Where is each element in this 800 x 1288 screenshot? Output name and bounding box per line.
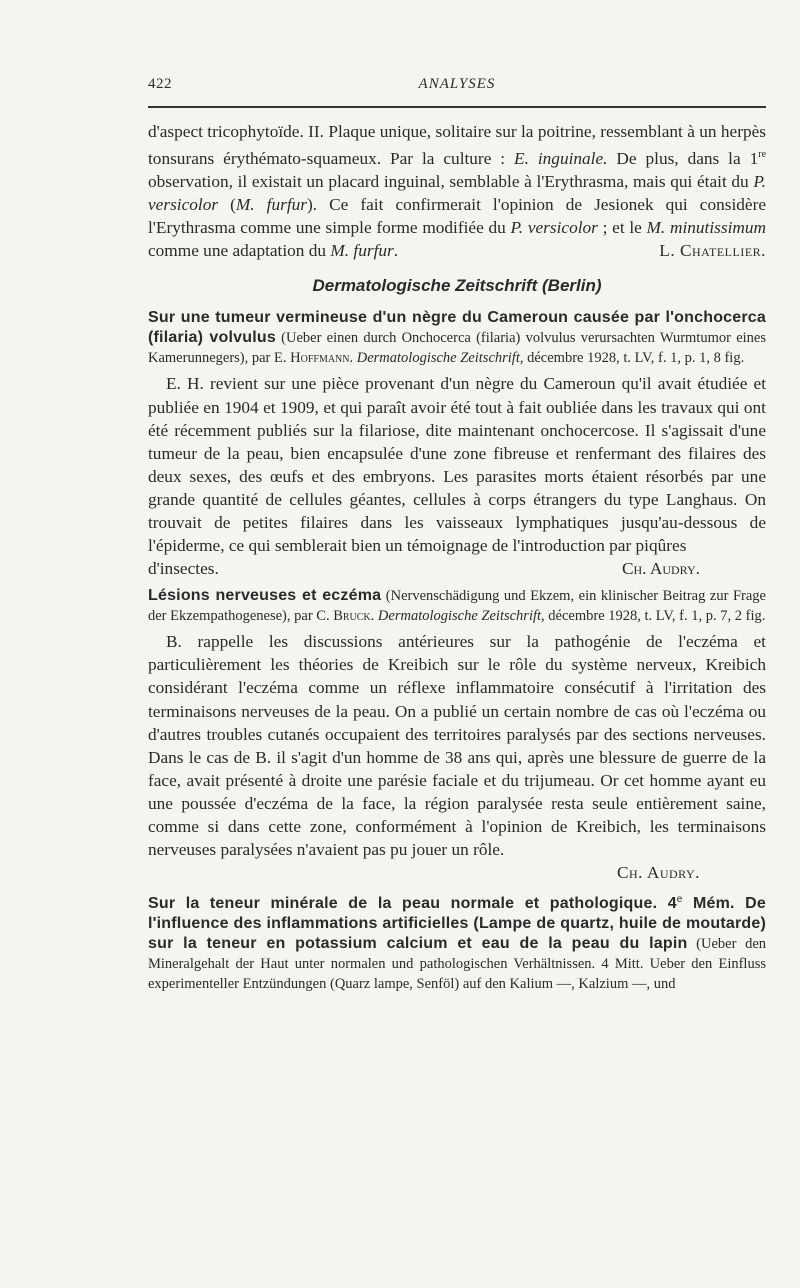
article-body: E. H. revient sur une pièce provenant d'un nègre du Cameroun qu'il avait étudiée et publiée en 1904 et 1909, et qui paraît avoir été tout à fait oubliée dans les travaux qui ont été récemment publiés sur la filariose, dite maintenant onchocercose. Il s'agissait d'une tumeur de la peau, bien encapsulée d'une zone fibreuse et renfermant des filaires des deux sexes, des œufs et des embryons. Les parasites morts étaient résorbés par une grande quantité de cellules géantes, cellules à corps étrangers du type Langhaus. On trouvait de petites filaires dans les vaisseaux lymphatiques jusqu'au-dessous de l'épiderme, ce qui semblerait bien un témoignage de l'introduction par piqûres	[148, 374, 766, 556]
article-end-line	[148, 557, 766, 580]
page-header	[148, 76, 766, 100]
continuation-paragraph: d'aspect tricophytoïde. II. Plaque unique, solitaire sur la poitrine, ressemblant à un herpès tonsurans érythémato-squameux. Par la culture : E. inguinale. De plus, dans la 1re observation, il existait un placard inguinal, semblable à l'Erythrasma, mais qui était du P. versicolor (M. furfur). Ce fait confirmerait l'opinion de Jesionek qui considère l'Erythrasma comme une simple forme modifiée du P. versicolor ; et le M. minutissimum comme une adaptation du M. furfur.	[148, 122, 767, 261]
article-heading: Sur la teneur minérale de la peau normale et pathologique. 4e Mém. De l'influence des inflammations artificielles (Lampe de quartz, huile de moutarde) sur la teneur en potassium calcium et eau de la peau du lapin (Ueber den Mineralgehalt der Haut unter normalen und pathologischen Verhältnissen. 4 Mitt. Ueber den Einfluss experimenteller Entzündungen (Quarz lampe, Senföl) auf den Kalium —, Kalzium —, und	[148, 894, 767, 993]
page	[148, 76, 766, 994]
signature-audry: Ch. Audry.	[621, 559, 700, 579]
article-heading: Sur une tumeur vermineuse d'un nègre du Cameroun causée par l'onchocerca (filaria) volvulus (Ueber einen durch Onchocerca (filaria) volvulus verursachten Wurmtumor eines Kamerunnegers), par E. Hoffmann. Dermatologische Zeitschrift, décembre 1928, t. LV, f. 1, p. 1, 8 fig.	[148, 309, 766, 367]
article-heading: Lésions nerveuses et eczéma (Nervenschädigung und Ekzem, ein klinischer Beitrag zur Frage der Ekzempathogenese), par C. Bruck. Dermatologische Zeitschrift, décembre 1928, t. LV, f. 1, p. 7, 2 fig.	[148, 587, 766, 625]
header-rule	[148, 106, 766, 108]
signature-chatellier: L. Chatellier.	[659, 241, 766, 261]
page-number: 422	[148, 76, 172, 92]
running-title: ANALYSES	[418, 76, 496, 92]
article-body: B. rappelle les discussions antérieures sur la pathogénie de l'eczéma et particulièrement les théories de Kreibich sur le rôle du système nerveux, Kreibich considérant l'eczéma comme un réflexe inflammatoire consécutif à l'irritation des terminaisons nerveuses de la peau. On a publié un certain nombre de cas où l'eczéma ou d'autres troubles cutanés occupaient des territoires paralysés par des sections nerveuses. Dans le cas de B. il s'agit d'un homme de 38 ans qui, après une blessure de guerre de la face, avait présenté à droite une parésie faciale et du trijumeau. Or cet homme ayant eu une poussée d'eczéma de la face, la région paralysée resta seule entièrement saine, comme si dans cette zone, conformément à l'opinion de Kreibich, les terminaisons nerveuses paralysées n'avaient pas pu jouer un rôle.	[148, 632, 766, 860]
section-title: Dermatologische Zeitschrift (Berlin)	[312, 276, 602, 296]
article-last-words: d'insectes.	[148, 559, 219, 579]
signature-audry: Ch. Audry.	[616, 863, 700, 883]
